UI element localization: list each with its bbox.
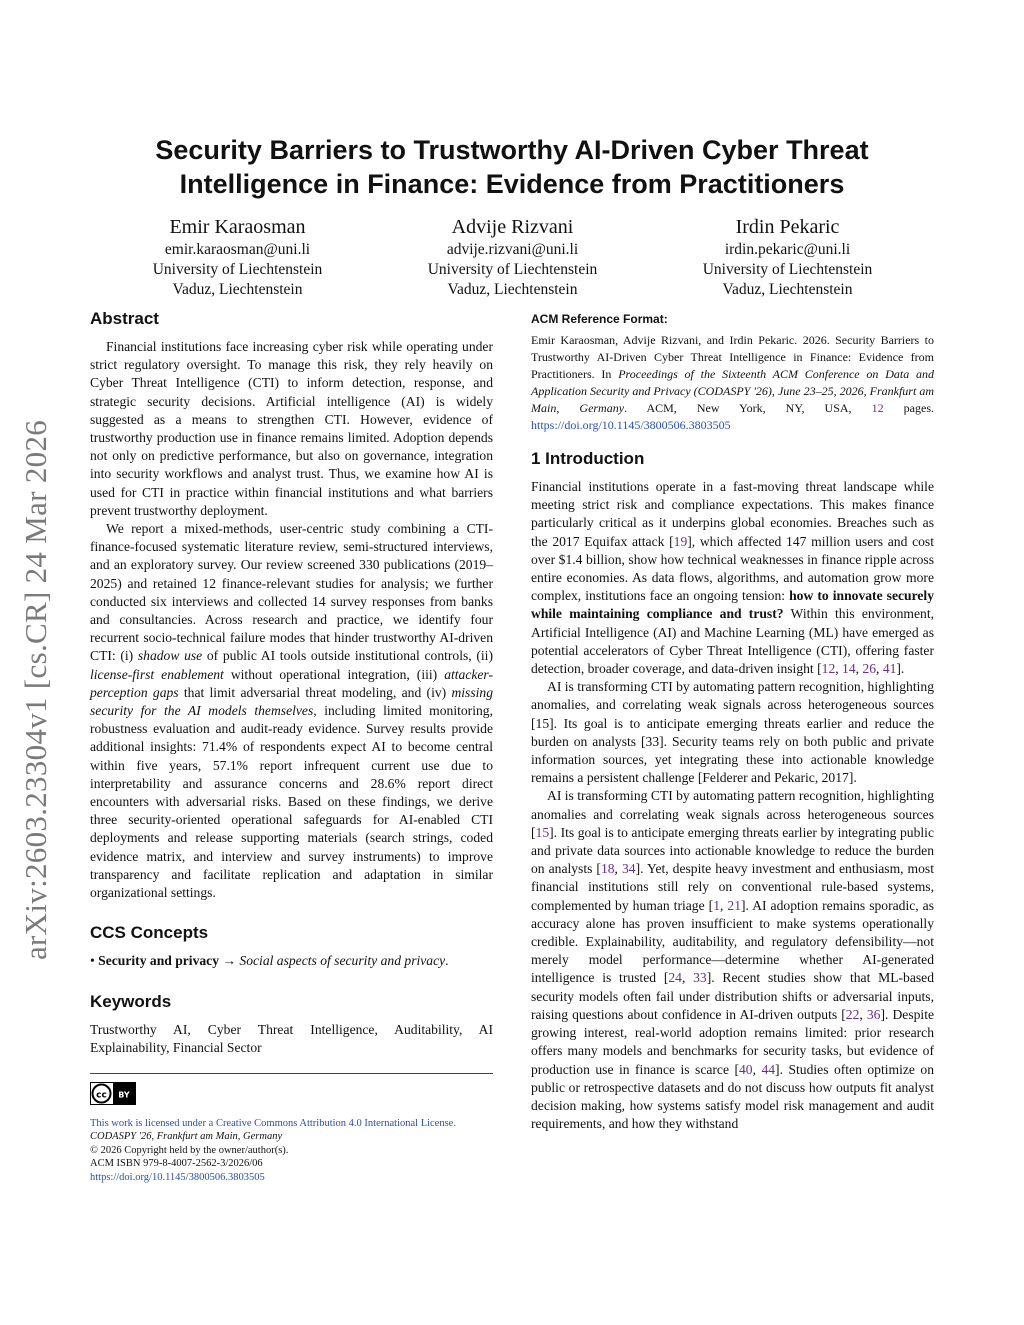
author-3 <box>650 214 925 300</box>
abstract-paragraph-1: Financial institutions face increasing cyber risk while operating under strict regulatory oversight. To manage this risk, they rely heavily on Cyber Threat Intelligence (CTI) to inform detection, response, and strategic security decisions. Artificial intelligence (AI) is widely suggested as a means to strengthen CTI. However, evidence of trustworthy production use in finance remains limited. Adoption depends not only on predictive performance, but also on governance, integration into security workflows and analyst trust. Thus, we examine how AI is used for CTI in practice within financial institutions and what barriers prevent trustworthy deployment. <box>90 339 493 518</box>
divider <box>90 1073 493 1074</box>
cc-by-license-icon[interactable] <box>90 1082 136 1110</box>
license-venue: CODASPY '26, Frankfurt am Main, Germany <box>90 1131 283 1143</box>
right-column <box>531 312 934 1133</box>
abstract-paragraph-2: We report a mixed-methods, user-centric study combining a CTI-finance-focused systematic literature review, semi-structured interviews, and an exploratory survey. Our review screened 330 publications (2019–2025) and retained 12 finance-relevant studies for analysis; we further conducted six interviews and collected 14 survey responses from banks and consultancies. Across research and practice, we identify four recurrent socio-technical failure modes that hinder trustworthy AI-driven CTI: (i) shadow use of public AI tools outside institutional controls, (ii) license-first enablement without operational integration, (iii) attacker-perception gaps that limit adversarial threat modeling, and (iv) missing security for the AI models themselves, including limited monitoring, robustness evaluation and audit-ready evidence. Survey results provide additional insights: 71.4% of respondents expect AI to become central within five years, 57.1% report infrequent current use due to interpretability and assurance concerns and 28.6% report direct encounters with adversarial risks. Based on these findings, we derive three security-oriented operational safeguards for AI-enabled CTI deployments and release supporting materials (search strings, coded evidence matrix, and interview and survey instruments) to improve transparency and facilitate replication and adaptation in similar organizational settings. <box>90 521 493 901</box>
author-affiliation: University of Liechtenstein <box>152 261 323 278</box>
author-location: Vaduz, Liechtenstein <box>172 281 303 298</box>
paper-title: Security Barriers to Trustworthy AI-Driven Cyber Threat Intelligence in Finance: Evidence from Practitioners <box>155 135 869 199</box>
author-name: Advije Rizvani <box>451 216 574 238</box>
reference-format-text: Emir Karaosman, Advije Rizvani, and Irdin Pekaric. 2026. Security Barriers to Trustworthy AI-Driven Cyber Threat Intelligence in Finance: Evidence from Practitioners. In Proceedings of the Sixteenth ACM Conference on Data and Application Security and Privacy (CODASPY '26), June 23–25, 2026, Frankfurt am Main, Germany. ACM, New York, NY, USA, 12 pages. https://doi.org/10.1145/3800506.3803505 <box>531 333 934 432</box>
intro-paragraph-2: AI is transforming CTI by automating pattern recognition, highlighting anomalies, and correlating weak signals across heterogeneous sources [15]. Its goal is to anticipate emerging threats earlier and reduce the burden on analysts [33]. Security teams rely on both public and private information sources, yet integrating these into actionable knowledge remains a persistent challenge [Felderer and Pekaric, 2017]. <box>531 679 934 786</box>
section-heading-introduction: 1 Introduction <box>531 449 645 468</box>
author-affiliation: University of Liechtenstein <box>427 261 598 278</box>
reference-format-heading: ACM Reference Format: <box>531 312 668 326</box>
license-link[interactable]: This work is licensed under a Creative Commons Attribution 4.0 International License. <box>90 1117 456 1129</box>
author-email: advije.rizvani@uni.li <box>446 241 579 258</box>
keywords-heading: Keywords <box>90 991 172 1011</box>
author-email: emir.karaosman@uni.li <box>164 241 311 258</box>
arxiv-stamp: arXiv:2603.23304v1 [cs.CR] 24 Mar 2026 <box>18 419 53 960</box>
svg-text:BY: BY <box>118 1090 130 1100</box>
intro-paragraph-3: AI is transforming CTI by automating pattern recognition, highlighting anomalies and correlating weak signals across heterogeneous sources [15]. Its goal is to anticipate emerging threats earlier by integrating public and private data sources into actionable knowledge to reduce the burden on analysts [18, 34]. Yet, despite heavy investment and enthusiasm, most financial institutions still rely on conventional rule-based systems, complemented by human triage [1, 21]. AI adoption remains sporadic, as accuracy alone has proven insufficient to make systems operationally credible. Explainability, auditability, and regulatory defensibility—not merely model performance—determine whether AI-generated intelligence is trusted [24, 33]. Recent studies show that ML-based security models often fail under distribution shifts or adversarial inputs, raising questions about confidence in AI-driven outputs [22, 36]. Despite growing interest, real-world adoption remains limited: prior research offers many models and benchmarks for security tasks, but evidence of production use in finance is scarce [40, 44]. Studies often optimize on public or retrospective datasets and do not discuss how outputs fit analyst decision making, how systems satisfy model risk management and audit requirements, and how they withstand <box>531 788 935 1132</box>
left-column <box>90 308 493 1184</box>
license-copyright: © 2026 Copyright held by the owner/author(s). <box>90 1144 289 1156</box>
author-name: Emir Karaosman <box>169 216 306 238</box>
author-email: irdin.pekaric@uni.li <box>724 241 851 258</box>
reference-doi-link[interactable]: https://doi.org/10.1145/3800506.3803505 <box>531 418 731 432</box>
license-isbn: ACM ISBN 979-8-4007-2562-3/2026/06 <box>90 1158 263 1170</box>
intro-paragraph-1: Financial institutions operate in a fast-moving threat landscape while meeting strict risk and compliance expectations. This makes finance particularly critical as it underpins global economies. Breaches such as the 2017 Equifax attack [19], which affected 147 million users and cost over $1.4 billion, show how technical weaknesses in finance ripple across entire economies. As data flows, algorithms, and automation grow more complex, institutions face an ongoing tension: how to innovate securely while maintaining compliance and trust? Within this environment, Artificial Intelligence (AI) and Machine Learning (ML) have emerged as potential accelerators of Cyber Threat Intelligence (CTI), offering faster detection, broader coverage, and data-driven insight [12, 14, 26, 41]. <box>531 479 934 677</box>
ccs-heading: CCS Concepts <box>90 923 209 943</box>
author-affiliation: University of Liechtenstein <box>702 261 873 278</box>
author-location: Vaduz, Liechtenstein <box>722 281 853 298</box>
author-location: Vaduz, Liechtenstein <box>447 281 578 298</box>
abstract-heading: Abstract <box>90 309 159 328</box>
svg-text:cc: cc <box>96 1090 107 1101</box>
license-doi-link[interactable]: https://doi.org/10.1145/3800506.3803505 <box>90 1171 265 1183</box>
keywords-text: Trustworthy AI, Cyber Threat Intelligence, Auditability, AI Explainability, Financial Sector <box>90 1021 493 1055</box>
author-2 <box>375 214 650 300</box>
ccs-concepts: • Security and privacy → Social aspects of security and privacy. <box>90 953 449 969</box>
author-1 <box>100 214 375 300</box>
author-name: Irdin Pekaric <box>735 216 840 238</box>
